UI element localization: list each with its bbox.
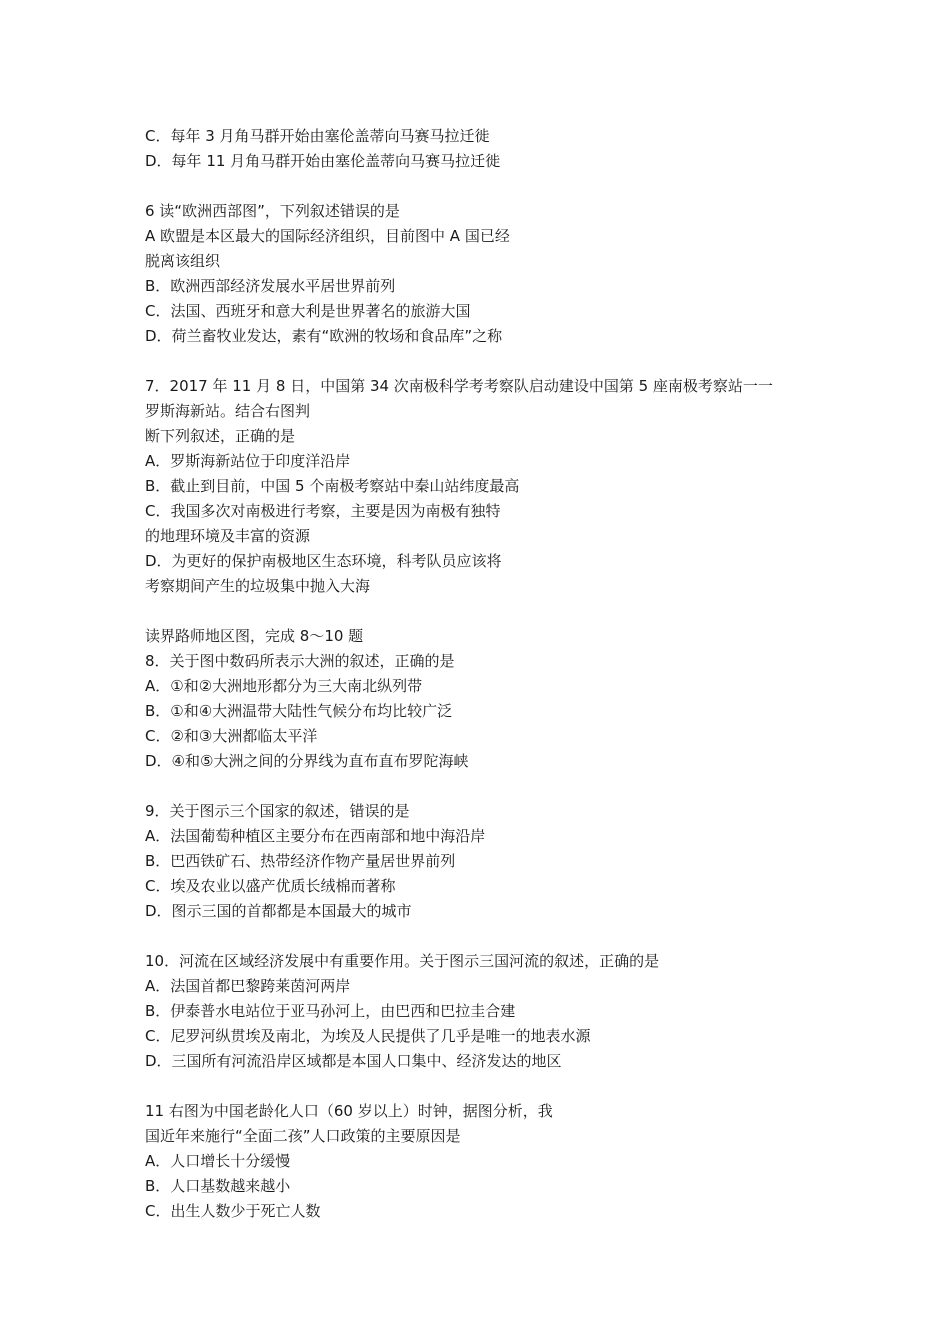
question-6 xyxy=(145,199,835,349)
spacer xyxy=(145,924,835,949)
option-a-continued: 脱离该组织 xyxy=(145,252,221,270)
question-stem-continued: 断下列叙述，正确的是 xyxy=(145,427,296,445)
option-a: A．法国葡萄种植区主要分布在西南部和地中海沿岸 xyxy=(145,827,486,845)
option-a: A．人口增长十分缓慢 xyxy=(145,1152,291,1170)
question-stem: 8．关于图中数码所表示大洲的叙述，正确的是 xyxy=(145,652,455,670)
option-c: C．每年 3 月角马群开始由塞伦盖蒂向马赛马拉迁徙 xyxy=(145,127,490,145)
question-10 xyxy=(145,949,835,1074)
option-b: B．①和④大洲温带大陆性气候分布均比较广泛 xyxy=(145,702,453,720)
option-c: C．②和③大洲都临太平洋 xyxy=(145,727,318,745)
option-b: B．截止到目前，中国 5 个南极考察站中秦山站纬度最高 xyxy=(145,477,520,495)
question-5-tail xyxy=(145,124,835,174)
question-8 xyxy=(145,624,835,774)
option-b: B．欧洲西部经济发展水平居世界前列 xyxy=(145,277,396,295)
spacer xyxy=(145,174,835,199)
option-d-continued: 考察期间产生的垃圾集中抛入大海 xyxy=(145,577,371,595)
option-d: D．为更好的保护南极地区生态环境，科考队员应该将 xyxy=(145,552,502,570)
spacer xyxy=(145,1074,835,1099)
question-stem: 10．河流在区域经济发展中有重要作用。关于图示三国河流的叙述，正确的是 xyxy=(145,952,660,970)
option-c: C．法国、西班牙和意大利是世界著名的旅游大国 xyxy=(145,302,471,320)
option-d: D．图示三国的首都都是本国最大的城市 xyxy=(145,902,412,920)
question-stem-continued: 罗斯海新站。结合右图判 xyxy=(145,402,311,420)
option-d: D．三国所有河流沿岸区域都是本国人口集中、经济发达的地区 xyxy=(145,1052,562,1070)
option-d: D．④和⑤大洲之间的分界线为直布直布罗陀海峡 xyxy=(145,752,469,770)
question-9 xyxy=(145,799,835,924)
option-a: A．①和②大洲地形都分为三大南北纵列带 xyxy=(145,677,423,695)
question-stem-continued: 国近年来施行“全面二孩”人口政策的主要原因是 xyxy=(145,1127,461,1145)
option-d: D．每年 11 月角马群开始由塞伦盖蒂向马赛马拉迁徙 xyxy=(145,152,501,170)
section-instruction: 读界路师地区图，完成 8～10 题 xyxy=(145,627,364,645)
option-c: C．出生人数少于死亡人数 xyxy=(145,1202,321,1220)
option-a: A 欧盟是本区最大的国际经济组织，目前图中 A 国已经 xyxy=(145,227,510,245)
spacer xyxy=(145,349,835,374)
option-c: C．埃及农业以盛产优质长绒棉而著称 xyxy=(145,877,396,895)
spacer xyxy=(145,599,835,624)
question-stem: 9．关于图示三个国家的叙述，错误的是 xyxy=(145,802,410,820)
option-a: A．罗斯海新站位于印度洋沿岸 xyxy=(145,452,351,470)
spacer xyxy=(145,774,835,799)
document-body xyxy=(145,124,835,1224)
option-b: B．巴西铁矿石、热带经济作物产量居世界前列 xyxy=(145,852,456,870)
question-stem: 7．2017 年 11 月 8 日，中国第 34 次南极科学考考察队启动建设中国第 5 座南极考察站一一 xyxy=(145,377,773,395)
question-stem: 6 读“欧洲西部图”，下列叙述错误的是 xyxy=(145,202,400,220)
option-d: D．荷兰畜牧业发达，素有“欧洲的牧场和食品库”之称 xyxy=(145,327,503,345)
option-c-continued: 的地理环境及丰富的资源 xyxy=(145,527,311,545)
question-11 xyxy=(145,1099,835,1224)
option-c: C．我国多次对南极进行考察，主要是因为南极有独特 xyxy=(145,502,501,520)
question-stem: 11 右图为中国老龄化人口（60 岁以上）时钟，据图分析，我 xyxy=(145,1102,553,1120)
option-b: B．人口基数越来越小 xyxy=(145,1177,291,1195)
option-c: C．尼罗河纵贯埃及南北，为埃及人民提供了几乎是唯一的地表水源 xyxy=(145,1027,591,1045)
option-a: A．法国首都巴黎跨莱茵河两岸 xyxy=(145,977,351,995)
question-7 xyxy=(145,374,835,599)
option-b: B．伊泰普水电站位于亚马孙河上，由巴西和巴拉圭合建 xyxy=(145,1002,516,1020)
